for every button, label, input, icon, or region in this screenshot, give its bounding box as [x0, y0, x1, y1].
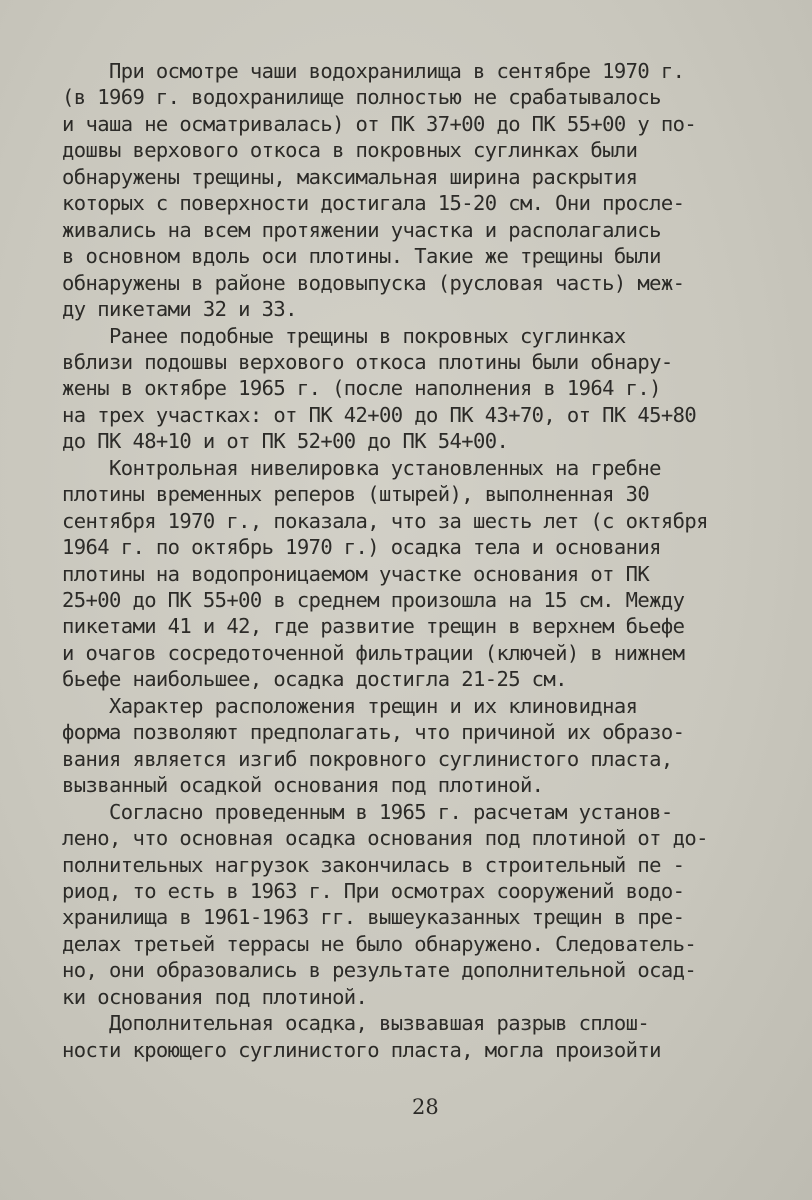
text-line: вызванный осадкой основания под плотиной.	[62, 773, 544, 798]
text-line: дошвы верхового откоса в покровных суглинках были	[62, 138, 638, 163]
text-line: (в 1969 г. водохранилище полностью не срабатывалось	[62, 85, 661, 110]
text-line: вблизи подошвы верхового откоса плотины были обнару-	[62, 349, 673, 374]
text-line: пикетами 41 и 42, где развитие трещин в верхнем бьефе	[62, 614, 685, 639]
text-line: лено, что основная осадка основания под плотиной от до-	[62, 826, 708, 851]
text-line: полнительных нагрузок закончилась в строительный пе -	[62, 852, 685, 877]
text-line: до ПК 48+10 и от ПК 52+00 до ПК 54+00.	[62, 429, 509, 454]
text-line: Ранее подобные трещины в покровных суглинках	[62, 323, 626, 348]
text-line: бьефе наибольшее, осадка достигла 21-25 см.	[62, 667, 567, 692]
text-line: которых с поверхности достигала 15-20 см. Они просле-	[62, 191, 685, 216]
text-line: ду пикетами 32 и 33.	[62, 297, 297, 321]
text-line: 25+00 до ПК 55+00 в среднем произошла на 15 см. Между	[62, 588, 685, 612]
text-line: жены в октябре 1965 г. (после наполнения в 1964 г.)	[62, 376, 661, 401]
text-line: обнаружены трещины, максимальная ширина раскрытия	[62, 164, 638, 189]
text-line: Согласно проведенным в 1965 г. расчетам установ-	[62, 799, 673, 824]
text-line: риод, то есть в 1963 г. При осмотрах сооружений водо-	[62, 879, 685, 903]
text-line: на трех участках: от ПК 42+00 до ПК 43+70, от ПК 45+80	[62, 402, 697, 427]
text-line: вания является изгиб покровного суглинистого пласта,	[62, 746, 673, 771]
page-number: 28	[412, 1095, 439, 1119]
text-line: Дополнительная осадка, вызвавшая разрыв сплош-	[62, 1011, 650, 1036]
text-line: обнаружены в районе водовыпуска (русловая часть) меж-	[62, 270, 685, 295]
text-line: плотины на водопроницаемом участке основания от ПК	[62, 561, 650, 586]
text-line: Контрольная нивелировка установленных на гребне	[62, 455, 661, 480]
text-line: и очагов сосредоточенной фильтрации (ключей) в нижнем	[62, 640, 685, 665]
text-line: При осмотре чаши водохранилища в сентябре 1970 г.	[62, 59, 685, 83]
text-line: сентября 1970 г., показала, что за шесть лет (с октября	[62, 508, 708, 533]
text-line: хранилища в 1961-1963 гг. вышеуказанных трещин в пре-	[62, 905, 685, 930]
text-line: делах третьей террасы не было обнаружено. Следователь-	[62, 931, 697, 956]
text-line: и чаша не осматривалась) от ПК 37+00 до ПК 55+00 у по-	[62, 111, 697, 136]
text-line: живались на всем протяжении участка и располагались	[62, 217, 661, 242]
text-line: Характер расположения трещин и их клиновидная	[62, 693, 638, 718]
text-line: ки основания под плотиной.	[62, 984, 368, 1009]
text-line: плотины временных реперов (штырей), выполненная 30	[62, 482, 650, 507]
text-line: но, они образовались в результате дополнительной осад-	[62, 958, 697, 983]
text-line: форма позволяют предполагать, что причиной их образо-	[62, 720, 685, 745]
text-line: 1964 г. по октябрь 1970 г.) осадка тела и основания	[62, 535, 661, 560]
text-line: ности кроющего суглинистого пласта, могла произойти	[62, 1037, 661, 1062]
text-line: в основном вдоль оси плотины. Такие же трещины были	[62, 244, 661, 269]
